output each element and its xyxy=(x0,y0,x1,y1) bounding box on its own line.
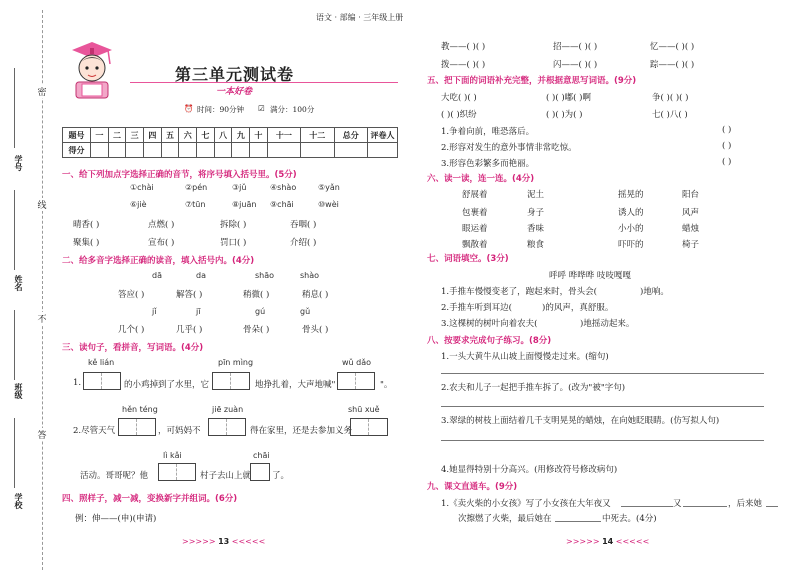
binding-char: 不 xyxy=(36,312,48,325)
q4-item[interactable]: 闪——( )( ) xyxy=(553,60,598,70)
q3-title: 三、读句子，看拼音，写词语。(4分) xyxy=(62,343,204,353)
score-cell: 五 xyxy=(161,128,179,143)
q6-title: 六、读一读，连一连。(4分) xyxy=(427,174,535,184)
footer-deco: >>>>> xyxy=(182,537,216,546)
full-score: 满分：100分 xyxy=(270,105,315,114)
q6-left[interactable]: 舒展着 xyxy=(462,190,488,200)
q2-word[interactable]: 几个( ) xyxy=(118,325,145,335)
binding-char: 线 xyxy=(36,198,48,211)
q7-s3: )地摇动起来。 xyxy=(580,319,635,329)
q5-fill[interactable]: 大吃( )( ) xyxy=(441,93,477,103)
q6-mid[interactable]: 身子 xyxy=(527,208,545,218)
q2-pinyin: da xyxy=(196,271,206,280)
name-label: 姓名 xyxy=(4,275,24,303)
q6-left[interactable]: 包裹着 xyxy=(462,208,488,218)
q5-answer[interactable]: ( ) xyxy=(722,141,732,151)
q1-option: ⑧juān xyxy=(232,200,257,209)
q3-s1: 地挣扎着，大声地喊" xyxy=(255,380,336,390)
score-cell: 十 xyxy=(250,128,268,143)
q9-blank[interactable] xyxy=(555,521,601,522)
q5-item: 2.形容对发生的意外事情非常吃惊。 xyxy=(441,143,577,153)
title-underline xyxy=(130,82,398,83)
q2-pinyin: gú xyxy=(255,307,266,316)
q7-title: 七、词语填空。(3分) xyxy=(427,254,509,264)
name-line xyxy=(14,190,15,270)
q1-option: ⑨chāi xyxy=(270,200,294,209)
q7-s2: )的风声，真舒服。 xyxy=(542,303,614,313)
score-input[interactable] xyxy=(108,143,126,158)
q7-s2: 2.手推车听到耳边( xyxy=(441,303,512,313)
q5-title: 五、把下面的词语补充完整，并根据意思写词语。(9分) xyxy=(427,76,637,86)
q9-s1: ，后来她 xyxy=(728,499,763,509)
student-id-line xyxy=(14,68,15,148)
clock-icon: ⏰ xyxy=(184,104,194,113)
q3-writing-grid[interactable] xyxy=(337,372,375,390)
q2-pinyin: shāo xyxy=(255,271,275,280)
q7-s3: 3.这棵树的树叶向着农夫( xyxy=(441,319,538,329)
q1-word[interactable]: 点燃( ) xyxy=(148,220,175,230)
q9-blank[interactable] xyxy=(621,506,673,507)
binding-char: 答 xyxy=(36,428,48,441)
score-cell: 评卷人 xyxy=(368,128,398,143)
q3-s3: 活动。哥哥呢？他 xyxy=(80,471,149,481)
q5-answer[interactable]: ( ) xyxy=(722,125,732,135)
footer-deco: <<<<< xyxy=(231,537,266,546)
q2-word[interactable]: 答应( ) xyxy=(118,290,145,300)
q3-s2: 2.尽管天气 xyxy=(73,426,116,436)
left-page-footer xyxy=(182,537,265,546)
score-cell: 二 xyxy=(108,128,126,143)
q6-mid[interactable]: 泥土 xyxy=(527,190,545,200)
q1-word[interactable]: 吞咽( ) xyxy=(290,220,317,230)
q2-pinyin: dā xyxy=(152,271,162,280)
q9-title: 九、课文直通车。(9分) xyxy=(427,482,518,492)
student-id-label: 学号 xyxy=(4,155,24,183)
q4-item[interactable]: 招——( )( ) xyxy=(553,42,598,52)
class-line xyxy=(14,310,15,380)
q4-item[interactable]: 拨——( )( ) xyxy=(441,60,486,70)
q6-left2[interactable]: 摇晃的 xyxy=(618,190,644,200)
q8-item: 2.农夫和儿子一起把手推车拆了。(改为"被"字句) xyxy=(441,383,626,393)
score-cell: 七 xyxy=(197,128,215,143)
page-title: 第三单元测试卷 xyxy=(175,65,295,84)
score-cell: 十二 xyxy=(301,128,334,143)
q3-s2: ，可妈妈不 xyxy=(158,426,201,436)
score-input[interactable] xyxy=(250,143,268,158)
q1-option: ⑦tūn xyxy=(185,200,206,209)
q8-answer-line[interactable] xyxy=(441,440,764,441)
q6-left2[interactable]: 小小的 xyxy=(618,224,644,234)
score-input[interactable] xyxy=(197,143,215,158)
q1-option: ④shào xyxy=(270,183,297,192)
class-label: 班级 xyxy=(4,383,24,411)
q2-word[interactable]: 稍息( ) xyxy=(302,290,329,300)
q6-left2[interactable]: 诱人的 xyxy=(618,208,644,218)
time-limit: 时间：90分钟 xyxy=(197,105,245,114)
q3-pinyin: hěn téng xyxy=(122,405,158,414)
score-header-row xyxy=(63,128,398,143)
q5-item: 3.形容色彩繁多而艳丽。 xyxy=(441,159,535,169)
q3-writing-grid[interactable] xyxy=(158,463,196,481)
q5-fill[interactable]: 七( )八( ) xyxy=(652,110,688,120)
q3-s3: 了。 xyxy=(272,471,290,481)
q1-word[interactable]: 聚集( ) xyxy=(73,238,100,248)
q3-s1: "。 xyxy=(380,380,393,390)
q1-word[interactable]: 宣布( ) xyxy=(148,238,175,248)
q8-item: 1.一头大黄牛从山坡上面慢慢走过来。(缩句) xyxy=(441,352,609,362)
q3-pinyin: lì kǎi xyxy=(163,451,182,460)
score-cell: 题号 xyxy=(63,128,91,143)
q2-word[interactable]: 骨朵( ) xyxy=(243,325,270,335)
q9-blank[interactable] xyxy=(683,506,727,507)
q1-option: ②pén xyxy=(185,183,208,192)
q6-right2[interactable]: 风声 xyxy=(682,208,700,218)
score-table xyxy=(62,127,398,158)
q6-right2[interactable]: 椅子 xyxy=(682,240,700,250)
q1-option: ③jǔ xyxy=(232,183,247,192)
school-line xyxy=(14,418,15,488)
q8-answer-line[interactable] xyxy=(441,406,764,407)
q6-mid[interactable]: 香味 xyxy=(527,224,545,234)
score-cell: 总分 xyxy=(334,128,368,143)
score-input[interactable] xyxy=(334,143,368,158)
binding-char: 密 xyxy=(36,85,48,98)
score-input[interactable] xyxy=(301,143,334,158)
q3-s2: 得在家里，还是去参加义务 xyxy=(250,426,353,436)
q7-s1: )地响。 xyxy=(640,287,669,297)
q8-answer-line[interactable] xyxy=(441,373,764,374)
q1-option: ⑤yǎn xyxy=(318,183,340,192)
cartoon-student-illustration xyxy=(66,38,118,100)
q3-pinyin: pīn mìng xyxy=(218,358,254,367)
q2-pinyin: jī xyxy=(196,307,201,316)
score-input[interactable] xyxy=(368,143,398,158)
q1-word[interactable]: 拆除( ) xyxy=(220,220,247,230)
q4-item[interactable]: 忆——( )( ) xyxy=(650,42,695,52)
q3-writing-grid[interactable] xyxy=(83,372,121,390)
score-cell: 一 xyxy=(91,128,109,143)
q6-mid[interactable]: 粮食 xyxy=(527,240,545,250)
q3-pinyin: chāi xyxy=(253,451,270,460)
q9-s1: 又 xyxy=(673,499,682,509)
q8-item: 4.她显得特别十分高兴。(用修改符号修改病句) xyxy=(441,465,618,475)
q3-writing-grid[interactable] xyxy=(250,463,270,481)
score-cell: 十一 xyxy=(267,128,300,143)
footer-deco: <<<<< xyxy=(615,537,650,546)
q9-s2: 中死去。(4分) xyxy=(602,514,657,524)
q9-s2: 次擦燃了火柴，最后她在 xyxy=(458,514,552,524)
score-cell: 四 xyxy=(144,128,162,143)
q2-pinyin: jǐ xyxy=(152,307,157,316)
brand-badge: 一本好卷 xyxy=(216,87,253,97)
q6-left[interactable]: 飘散着 xyxy=(462,240,488,250)
q7-words: 呼呼 哗哗哗 吱吱嘎嘎 xyxy=(549,271,631,281)
q2-pinyin: shào xyxy=(300,271,320,280)
q1-word[interactable]: 罚口( ) xyxy=(220,238,247,248)
score-cell: 三 xyxy=(126,128,144,143)
q4-item[interactable]: 踪——( )( ) xyxy=(650,60,695,70)
q8-item: 3.翠绿的树枝上面结着几千支明晃晃的蜡烛，在向她眨眼睛。(仿写拟人句) xyxy=(441,416,720,426)
q4-item[interactable]: 教——( )( ) xyxy=(441,42,486,52)
subject-label: 语文 · 部编 · 三年级上册 xyxy=(316,13,404,22)
score-input[interactable] xyxy=(161,143,179,158)
q3-s1: 1. xyxy=(73,378,82,388)
q2-word[interactable]: 骨头( ) xyxy=(302,325,329,335)
q5-fill[interactable]: ( )( )嘟( )啊 xyxy=(546,93,592,103)
school-label: 学校 xyxy=(4,493,24,521)
q5-answer[interactable]: ( ) xyxy=(722,157,732,167)
score-input[interactable] xyxy=(232,143,250,158)
score-cell: 六 xyxy=(179,128,197,143)
q4-example: 例：伸——(申)(申请) xyxy=(75,514,157,524)
score-input[interactable] xyxy=(267,143,300,158)
q9-s1: 1.《卖火柴的小女孩》写了小女孩在大年夜又 xyxy=(441,499,611,509)
footer-deco: >>>>> xyxy=(566,537,600,546)
page-number: 14 xyxy=(602,537,614,546)
score-row-label: 得分 xyxy=(63,143,91,158)
q1-word[interactable]: 晴香( ) xyxy=(73,220,100,230)
q7-s1: 1.手推车慢慢变老了，跑起来时，骨头会( xyxy=(441,287,597,297)
q2-pinyin: gǔ xyxy=(300,307,311,316)
page-number: 13 xyxy=(218,537,230,546)
q3-pinyin: kě lián xyxy=(88,358,115,367)
right-page-footer xyxy=(566,537,649,546)
score-input[interactable] xyxy=(126,143,144,158)
q3-pinyin: shū xuě xyxy=(348,405,380,414)
q3-writing-grid[interactable] xyxy=(118,418,156,436)
q3-s1: 的小鸡掉到了水里，它 xyxy=(124,380,210,390)
score-cell: 九 xyxy=(232,128,250,143)
q2-word[interactable]: 稍微( ) xyxy=(243,290,270,300)
q1-option: ⑥jiè xyxy=(130,200,147,209)
check-icon: ☑ xyxy=(258,104,265,113)
q3-pinyin: jiē zuàn xyxy=(212,405,244,414)
q2-title: 二、给多音字选择正确的读音，填入括号内。(4分) xyxy=(62,256,255,266)
q5-fill[interactable]: 争( )( )( ) xyxy=(652,93,689,103)
q6-left2[interactable]: 吓吓的 xyxy=(618,240,644,250)
q1-option: ①chài xyxy=(130,183,154,192)
q5-item: 1.争着向前，唯恐落后。 xyxy=(441,127,535,137)
q2-word[interactable]: 解答( ) xyxy=(176,290,203,300)
q5-fill[interactable]: ( )( )织纷 xyxy=(441,110,477,120)
q1-word[interactable]: 介绍( ) xyxy=(290,238,317,248)
q3-writing-grid[interactable] xyxy=(212,372,250,390)
q3-writing-grid[interactable] xyxy=(208,418,246,436)
q3-s3: 村子去山上就 xyxy=(200,471,252,481)
q1-title: 一、给下列加点字选择正确的音节，将序号填入括号里。(5分) xyxy=(62,170,297,180)
q4-title: 四、照样子，减一减，变换新字并组词。(6分) xyxy=(62,494,238,504)
q5-fill[interactable]: ( )( )为( ) xyxy=(546,110,583,120)
q6-left[interactable]: 眼运着 xyxy=(462,224,488,234)
score-value-row xyxy=(63,143,398,158)
q2-word[interactable]: 几乎( ) xyxy=(176,325,203,335)
q1-option: ⑩wèi xyxy=(318,200,339,209)
score-input[interactable] xyxy=(179,143,197,158)
score-cell: 八 xyxy=(214,128,232,143)
q3-pinyin: wǔ dǎo xyxy=(342,358,372,367)
score-input[interactable] xyxy=(91,143,109,158)
q6-right2[interactable]: 阳台 xyxy=(682,190,700,200)
q3-writing-grid[interactable] xyxy=(350,418,388,436)
score-input[interactable] xyxy=(144,143,162,158)
q9-blank[interactable] xyxy=(766,506,778,507)
score-input[interactable] xyxy=(214,143,232,158)
q6-right2[interactable]: 蜡烛 xyxy=(682,224,700,234)
q8-title: 八、按要求完成句子练习。(8分) xyxy=(427,336,552,346)
